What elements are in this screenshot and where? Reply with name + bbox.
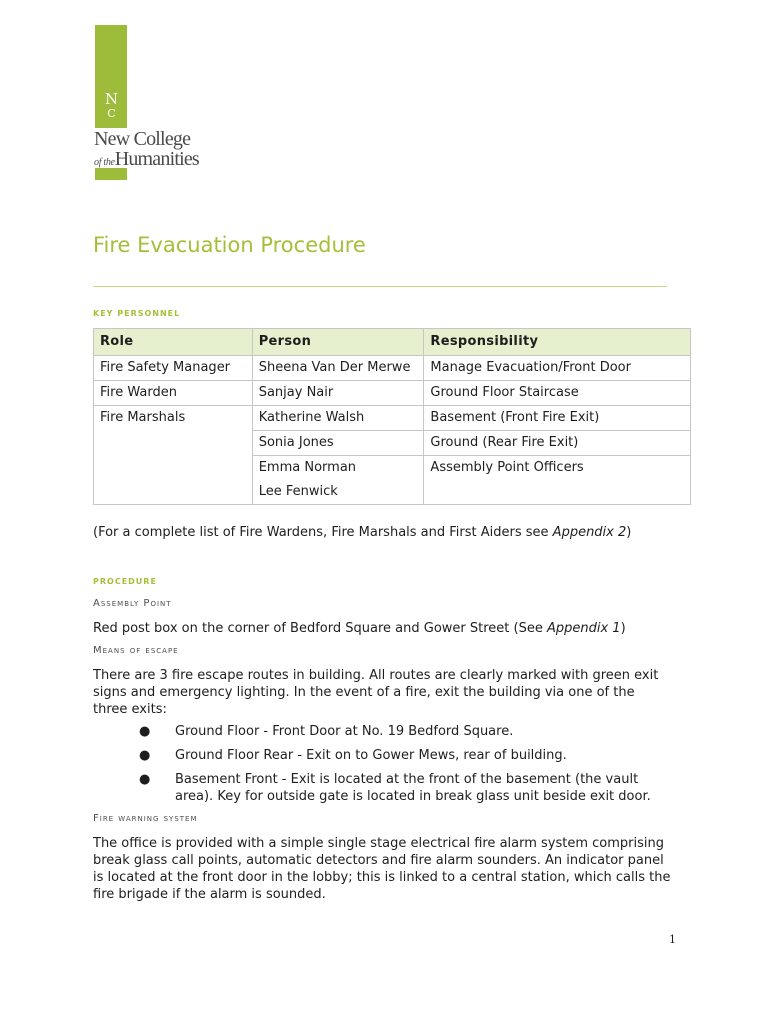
table-row — [94, 406, 691, 431]
bullet-icon: ● — [139, 724, 151, 739]
fire-warning-line: fire brigade if the alarm is sounded. — [93, 887, 326, 902]
responsibility-cell: Basement (Front Fire Exit) — [424, 406, 691, 431]
list-item — [130, 723, 690, 740]
procedure-label: PROCEDURE — [93, 577, 157, 586]
list-item — [130, 771, 665, 805]
person-name: Lee Fenwick — [258, 484, 338, 499]
role-cell: Fire Marshals — [94, 406, 253, 505]
role-cell: Fire Warden — [94, 381, 253, 406]
logo-monogram — [97, 92, 125, 126]
personnel-table — [93, 328, 691, 505]
column-header-responsibility: Responsibility — [424, 329, 691, 356]
means-of-escape-intro — [93, 667, 693, 718]
exit-text: Basement Front - Exit is located at the front of the basement (the vault area). Key for outside gate is located in break glass unit beside exit door. — [175, 772, 651, 804]
exit-text: Ground Floor - Front Door at No. 19 Bedford Square. — [175, 724, 514, 739]
appendix-1-ref: Appendix 1 — [546, 621, 621, 636]
logo-name-prefix: of the — [94, 157, 115, 168]
fire-warning-heading: Fire warning system — [93, 813, 198, 824]
column-header-role: Role — [94, 329, 253, 356]
assembly-point-close: ) — [620, 621, 626, 636]
person-name: Emma Norman — [258, 460, 357, 475]
table-row — [94, 381, 691, 406]
appendix-note-text: (For a complete list of Fire Wardens, Fire Marshals and First Aiders see — [93, 525, 553, 540]
fire-warning-line: break glass call points, automatic detectors and fire alarm sounders. An indicator panel — [93, 853, 664, 868]
exits-list — [130, 723, 690, 805]
responsibility-cell: Assembly Point Officers — [424, 456, 691, 505]
assembly-point-body: Red post box on the corner of Bedford Square and Gower Street (See — [93, 621, 547, 636]
exit-text: Ground Floor Rear - Exit on to Gower Mews, rear of building. — [175, 748, 567, 763]
table-header-row — [94, 329, 691, 356]
logo-monogram-bottom: C — [107, 107, 115, 120]
means-of-escape-line: signs and emergency lighting. In the event of a fire, exit the building via one of the — [93, 685, 635, 700]
person-cell: Sanjay Nair — [252, 381, 424, 406]
page-number: 1 — [669, 933, 676, 946]
means-of-escape-heading: Means of escape — [93, 645, 179, 656]
person-cell — [252, 456, 424, 505]
responsibility-cell: Manage Evacuation/Front Door — [424, 356, 691, 381]
bullet-icon: ● — [139, 772, 151, 787]
fire-warning-line: The office is provided with a simple single stage electrical fire alarm system comprising — [93, 836, 665, 851]
page-title: Fire Evacuation Procedure — [93, 233, 366, 257]
logo-name-line2 — [94, 148, 199, 171]
column-header-person: Person — [252, 329, 424, 356]
assembly-point-text — [93, 620, 626, 637]
fire-warning-line: is located at the front door in the lobby; this is linked to a central station, which calls the — [93, 870, 671, 885]
role-cell: Fire Safety Manager — [94, 356, 253, 381]
appendix-note — [93, 524, 631, 541]
means-of-escape-line: three exits: — [93, 702, 167, 717]
person-cell: Sonia Jones — [252, 431, 424, 456]
person-cell: Katherine Walsh — [252, 406, 424, 431]
appendix-note-close: ) — [626, 525, 632, 540]
fire-warning-text — [93, 835, 693, 903]
responsibility-cell: Ground Floor Staircase — [424, 381, 691, 406]
bullet-icon: ● — [139, 748, 151, 763]
person-cell: Sheena Van Der Merwe — [252, 356, 424, 381]
appendix-2-ref: Appendix 2 — [552, 525, 627, 540]
key-personnel-label: KEY PERSONNEL — [93, 309, 181, 318]
logo-monogram-top: N — [104, 90, 118, 108]
means-of-escape-line: There are 3 fire escape routes in building. All routes are clearly marked with green exit — [93, 668, 659, 683]
logo-foot — [95, 170, 127, 180]
title-divider — [93, 286, 667, 287]
responsibility-cell: Ground (Rear Fire Exit) — [424, 431, 691, 456]
logo-name-line1: New College — [94, 128, 191, 150]
list-item — [130, 747, 690, 764]
table-row — [94, 356, 691, 381]
assembly-point-heading: Assembly Point — [93, 598, 172, 609]
logo-name-main: Humanities — [114, 148, 199, 170]
